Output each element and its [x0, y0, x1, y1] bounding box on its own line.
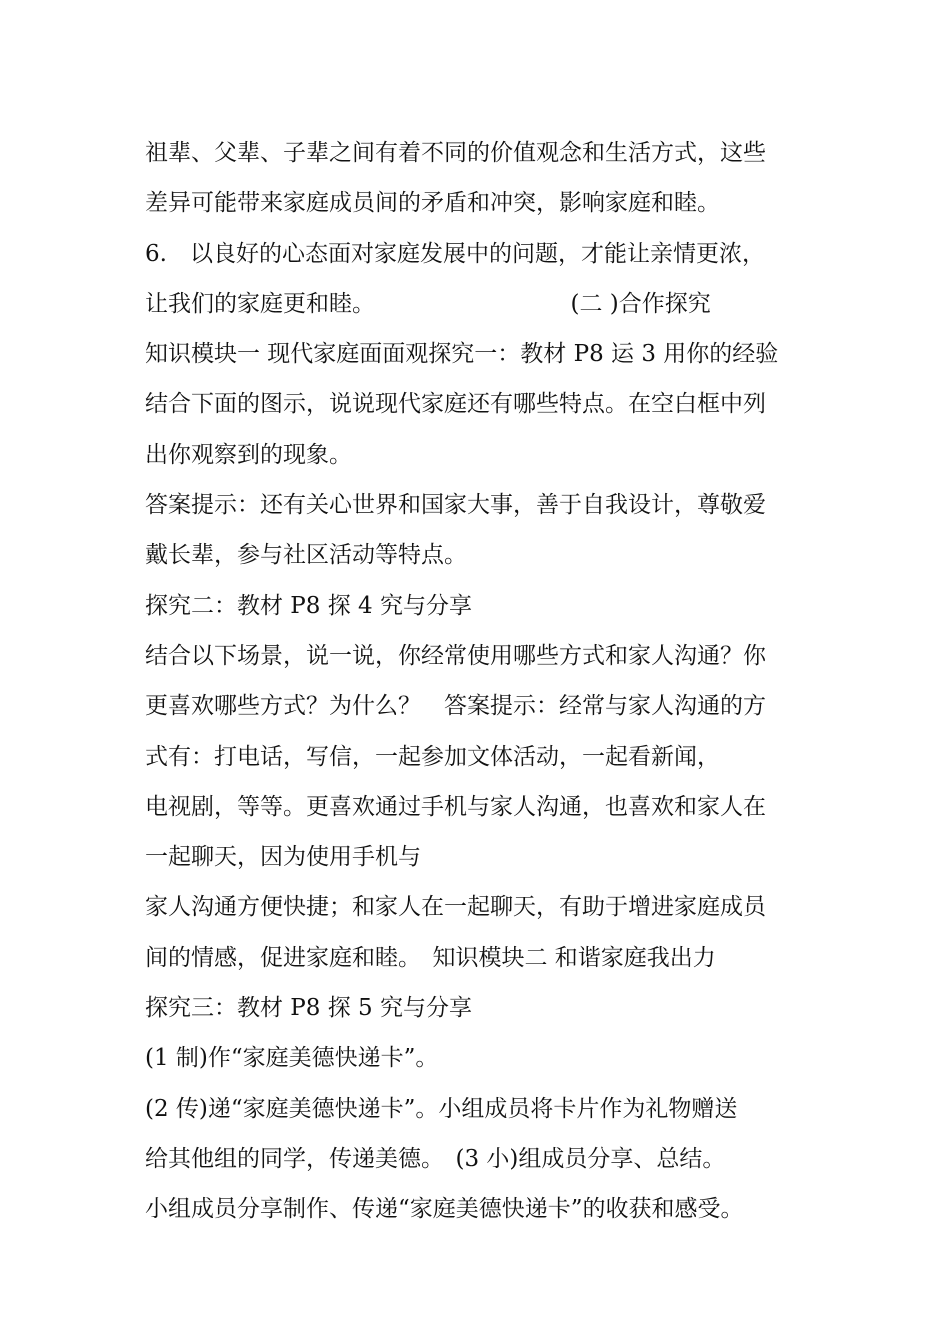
text-line: 探究三：教材 P8 探 5 究与分享: [145, 995, 472, 1022]
text-line: 6. 以良好的心态面对家庭发展中的问题，才能让亲情更浓，: [145, 240, 765, 267]
text-line: 家人沟通方便快捷；和家人在一起聊天，有助于增进家庭成员: [145, 894, 766, 921]
text-line: 小组成员分享制作、传递“家庭美德快递卡”的收获和感受。: [145, 1196, 744, 1223]
text-line: 结合以下场景，说一说，你经常使用哪些方式和家人沟通？你: [145, 642, 766, 669]
text-line: (2 传)递“家庭美德快递卡”。小组成员将卡片作为礼物赠送: [145, 1095, 738, 1122]
text-line: 间的情感，促进家庭和睦。 知识模块二 和谐家庭我出力: [145, 944, 716, 971]
text-line: 一起聊天，因为使用手机与: [145, 844, 421, 871]
text-line: 电视剧，等等。更喜欢通过手机与家人沟通，也喜欢和家人在: [145, 793, 766, 820]
text-line: 知识模块一 现代家庭面面观探究一：教材 P8 运 3 用你的经验: [145, 341, 779, 368]
text-line: 让我们的家庭更和睦。 (二 )合作探究: [145, 290, 711, 317]
text-line: 答案提示：还有关心世界和国家大事，善于自我设计，尊敬爱: [145, 492, 766, 519]
text-line: 祖辈、父辈、子辈之间有着不同的价值观念和生活方式，这些: [145, 140, 766, 166]
text-line: 探究二：教材 P8 探 4 究与分享: [145, 592, 472, 619]
text-line: 戴长辈，参与社区活动等特点。: [145, 542, 467, 569]
text-line: 更喜欢哪些方式？为什么？ 答案提示：经常与家人沟通的方: [145, 693, 766, 720]
text-line: 结合下面的图示，说说现代家庭还有哪些特点。在空白框中列: [145, 391, 766, 418]
document-body: [145, 128, 795, 1235]
text-line: 给其他组的同学，传递美德。 (3 小)组成员分享、总结。: [145, 1145, 726, 1172]
text-line: 出你观察到的现象。: [145, 441, 352, 468]
text-line: 式有：打电话，写信，一起参加文体活动，一起看新闻，: [145, 743, 720, 770]
text-line: (1 制)作“家庭美德快递卡”。: [145, 1045, 439, 1072]
text-line: 差异可能带来家庭成员间的矛盾和冲突，影响家庭和睦。: [145, 190, 720, 217]
